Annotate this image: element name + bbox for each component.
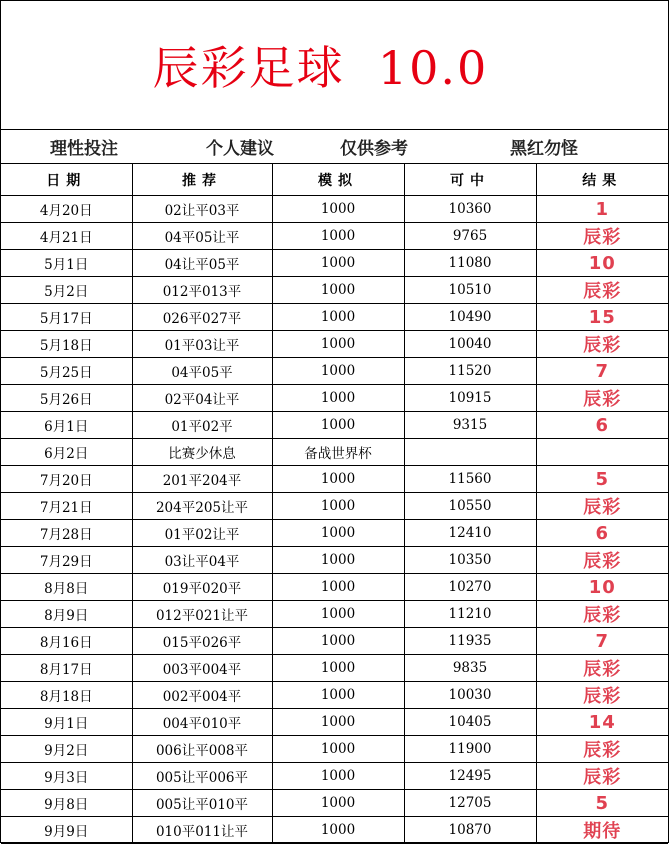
table-row [1,709,668,736]
cell-payout: 11935 [404,628,536,655]
cell-result: 辰彩 [536,682,668,709]
cell-recommendation: 003平004平 [132,655,272,682]
cell-recommendation: 04让平05平 [132,250,272,277]
cell-date: 5月2日 [1,277,132,304]
table-row [1,763,668,790]
cell-payout: 12495 [404,763,536,790]
cell-payout: 11520 [404,358,536,385]
cell-simulation: 1000 [272,385,404,412]
cell-recommendation: 04平05让平 [132,223,272,250]
table-row [1,331,668,358]
slogan-4: 黑红勿怪 [510,139,578,159]
cell-recommendation: 012平013平 [132,277,272,304]
table-row [1,439,668,466]
cell-date: 5月26日 [1,385,132,412]
cell-payout: 10270 [404,574,536,601]
cell-payout: 11560 [404,466,536,493]
cell-result: 10 [536,574,668,601]
table-row [1,223,668,250]
cell-recommendation: 019平020平 [132,574,272,601]
cell-recommendation: 010平011让平 [132,817,272,844]
cell-result: 辰彩 [536,277,668,304]
cell-recommendation: 015平026平 [132,628,272,655]
cell-result: 辰彩 [536,223,668,250]
cell-simulation: 1000 [272,547,404,574]
cell-payout: 10405 [404,709,536,736]
cell-simulation: 1000 [272,574,404,601]
cell-simulation: 1000 [272,628,404,655]
cell-recommendation: 012平021让平 [132,601,272,628]
cell-recommendation: 002平004平 [132,682,272,709]
cell-payout: 9835 [404,655,536,682]
cell-simulation: 1000 [272,601,404,628]
cell-recommendation: 01平02平 [132,412,272,439]
results-table [1,164,668,844]
table-row [1,412,668,439]
cell-payout: 10360 [404,196,536,223]
cell-simulation: 1000 [272,223,404,250]
table-row [1,520,668,547]
page-title: 辰彩足球 10.0 [152,41,489,95]
header-date: 日期 [1,164,132,196]
header-result: 结果 [536,164,668,196]
cell-payout: 9315 [404,412,536,439]
cell-recommendation: 04平05平 [132,358,272,385]
cell-simulation: 1000 [272,682,404,709]
table-row [1,655,668,682]
cell-date: 8月8日 [1,574,132,601]
cell-payout: 11900 [404,736,536,763]
slogan-1: 理性投注 [50,139,118,159]
cell-recommendation: 01平03让平 [132,331,272,358]
cell-payout: 10915 [404,385,536,412]
cell-recommendation: 02平04让平 [132,385,272,412]
cell-date: 9月1日 [1,709,132,736]
cell-result: 辰彩 [536,601,668,628]
cell-simulation: 1000 [272,655,404,682]
table-row [1,817,668,844]
cell-payout: 10550 [404,493,536,520]
header-simulation: 模拟 [272,164,404,196]
cell-payout: 12410 [404,520,536,547]
cell-simulation: 1000 [272,817,404,844]
cell-date: 7月20日 [1,466,132,493]
cell-date: 5月17日 [1,304,132,331]
cell-date: 6月1日 [1,412,132,439]
cell-simulation: 1000 [272,358,404,385]
table-row [1,628,668,655]
cell-payout: 10870 [404,817,536,844]
cell-result: 辰彩 [536,547,668,574]
table-header-row [1,164,668,196]
table-row [1,574,668,601]
cell-payout: 10040 [404,331,536,358]
cell-payout: 12705 [404,790,536,817]
cell-simulation: 1000 [272,250,404,277]
cell-result: 7 [536,628,668,655]
cell-simulation: 1000 [272,736,404,763]
cell-result: 期待 [536,817,668,844]
cell-date: 7月29日 [1,547,132,574]
cell-date: 8月9日 [1,601,132,628]
cell-date: 6月2日 [1,439,132,466]
cell-simulation: 备战世界杯 [272,439,404,466]
cell-date: 8月18日 [1,682,132,709]
slogan-2: 个人建议 [206,139,274,159]
table-row [1,601,668,628]
cell-recommendation: 006让平008平 [132,736,272,763]
cell-recommendation: 01平02让平 [132,520,272,547]
table-row [1,493,668,520]
cell-simulation: 1000 [272,277,404,304]
cell-simulation: 1000 [272,790,404,817]
cell-date: 9月3日 [1,763,132,790]
cell-result: 辰彩 [536,493,668,520]
cell-date: 7月28日 [1,520,132,547]
header-recommendation: 推荐 [132,164,272,196]
table-row [1,358,668,385]
cell-result: 辰彩 [536,736,668,763]
cell-result: 6 [536,412,668,439]
table-row [1,196,668,223]
slogan-row [1,130,668,164]
cell-simulation: 1000 [272,493,404,520]
cell-date: 4月21日 [1,223,132,250]
cell-date: 9月2日 [1,736,132,763]
cell-result: 1 [536,196,668,223]
cell-result: 14 [536,709,668,736]
table-row [1,736,668,763]
table-row [1,682,668,709]
cell-result: 7 [536,358,668,385]
cell-date: 9月8日 [1,790,132,817]
cell-recommendation: 比赛少休息 [132,439,272,466]
cell-result: 6 [536,520,668,547]
table-row [1,250,668,277]
table-row [1,466,668,493]
cell-date: 8月17日 [1,655,132,682]
cell-payout: 11210 [404,601,536,628]
table-row [1,790,668,817]
cell-date: 4月20日 [1,196,132,223]
cell-date: 5月18日 [1,331,132,358]
title-cell [1,1,668,130]
cell-payout: 11080 [404,250,536,277]
cell-payout: 10490 [404,304,536,331]
cell-result: 5 [536,466,668,493]
cell-recommendation: 005让平006平 [132,763,272,790]
cell-result: 辰彩 [536,763,668,790]
cell-recommendation: 204平205让平 [132,493,272,520]
cell-recommendation: 026平027平 [132,304,272,331]
cell-date: 9月9日 [1,817,132,844]
table-row [1,277,668,304]
cell-payout: 9765 [404,223,536,250]
cell-recommendation: 03让平04平 [132,547,272,574]
cell-result: 15 [536,304,668,331]
cell-simulation: 1000 [272,709,404,736]
cell-payout: 10350 [404,547,536,574]
cell-recommendation: 02让平03平 [132,196,272,223]
cell-payout: 10030 [404,682,536,709]
cell-date: 5月25日 [1,358,132,385]
table-row [1,547,668,574]
header-payout: 可中 [404,164,536,196]
cell-date: 8月16日 [1,628,132,655]
cell-result: 辰彩 [536,655,668,682]
table-row [1,385,668,412]
cell-simulation: 1000 [272,466,404,493]
cell-recommendation: 201平204平 [132,466,272,493]
cell-recommendation: 005让平010平 [132,790,272,817]
cell-date: 7月21日 [1,493,132,520]
cell-simulation: 1000 [272,304,404,331]
cell-payout: 10510 [404,277,536,304]
cell-simulation: 1000 [272,331,404,358]
cell-simulation: 1000 [272,520,404,547]
cell-recommendation: 004平010平 [132,709,272,736]
cell-result: 辰彩 [536,385,668,412]
slogan-3: 仅供参考 [340,139,408,159]
cell-payout [404,439,536,466]
cell-simulation: 1000 [272,412,404,439]
cell-simulation: 1000 [272,196,404,223]
cell-result [536,439,668,466]
cell-date: 5月1日 [1,250,132,277]
cell-simulation: 1000 [272,763,404,790]
table-row [1,304,668,331]
cell-result: 辰彩 [536,331,668,358]
cell-result: 10 [536,250,668,277]
cell-result: 5 [536,790,668,817]
